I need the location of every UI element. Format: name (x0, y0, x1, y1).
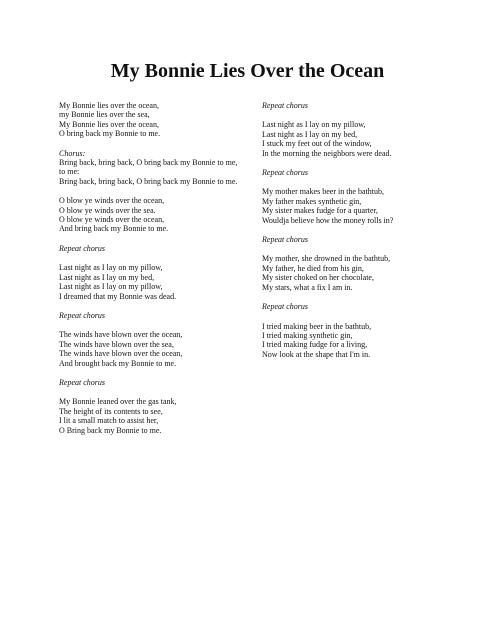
lyric-line: Last night as I lay on my pillow, (59, 282, 163, 292)
lyric-line: And bring back my Bonnie to me. (59, 224, 169, 234)
lyric-line: Now look at the shape that I'm in. (262, 349, 371, 359)
verse-6 (262, 120, 442, 158)
right-column (262, 101, 442, 369)
lyric-line: My Bonnie lies over the ocean, (59, 101, 159, 110)
lyric-line: The height of its contents to see, (59, 406, 163, 416)
lyric-line: My father makes synthetic gin, (262, 196, 362, 206)
lyric-line: O blow ye winds over the ocean, (59, 196, 165, 206)
lyric-line: My Bonnie lies over the ocean, (59, 119, 159, 129)
lyric-line: I tried making synthetic gin, (262, 330, 353, 340)
verse-2 (59, 196, 239, 234)
lyric-line: my Bonnie lies over the sea, (59, 110, 150, 120)
lyric-line: O blow ye winds over the ocean, (59, 215, 165, 225)
lyric-line: The winds have blown over the sea, (59, 339, 174, 349)
verse-4 (59, 330, 239, 368)
lyric-line: My sister makes fudge for a quarter, (262, 206, 378, 216)
repeat-chorus-note: Repeat chorus (262, 101, 308, 110)
verse-1 (59, 101, 239, 139)
lyric-line: My mother, she drowned in the bathtub, (262, 254, 391, 264)
lyric-line: I stuck my feet out of the window, (262, 139, 372, 149)
lyric-line: Last night as I lay on my pillow, (59, 263, 163, 273)
verse-7 (262, 187, 442, 225)
lyric-line: I tried making fudge for a living, (262, 340, 368, 350)
lyric-line: Last night as I lay on my pillow, (262, 120, 366, 130)
left-column (59, 101, 239, 445)
chorus-label: Chorus: (59, 148, 86, 158)
lyric-line: O blow ye winds over the sea. (59, 205, 156, 215)
lyric-line: My Bonnie leaned over the gas tank, (59, 397, 177, 407)
repeat-chorus-note: Repeat chorus (262, 168, 308, 178)
lyric-line: O Bring back my Bonnie to me. (59, 425, 162, 435)
lyric-line: My sister choked on her chocolate, (262, 273, 374, 283)
lyric-line: And brought back my Bonnie to me. (59, 358, 177, 368)
verse-5 (59, 397, 239, 435)
lyric-line: I dreamed that my Bonnie was dead. (59, 291, 177, 301)
lyric-line: O bring back my Bonnie to me. (59, 129, 161, 139)
lyric-line: Last night as I lay on my bed, (59, 272, 155, 282)
lyric-line: My stars, what a fix I am in. (262, 282, 353, 292)
lyric-line: The winds have blown over the ocean, (59, 330, 183, 340)
lyric-line: The winds have blown over the ocean, (59, 349, 183, 359)
lyric-line: I lit a small match to assist her, (59, 416, 159, 426)
repeat-chorus-note: Repeat chorus (59, 377, 105, 387)
lyric-line: Wouldja believe how the money rolls in? (262, 215, 394, 225)
lyric-line: Bring back, bring back, O bring back my Bonnie to me. (59, 176, 238, 186)
lyric-line: Last night as I lay on my bed, (262, 129, 358, 139)
lyric-line: Bring back, bring back, O bring back my Bonnie to me, to me: (59, 158, 238, 177)
lyric-line: In the morning the neighbors were dead. (262, 148, 392, 158)
repeat-chorus-note: Repeat chorus (262, 235, 308, 245)
verse-9 (262, 322, 442, 360)
repeat-chorus-note: Repeat chorus (59, 243, 105, 253)
chorus (59, 149, 239, 187)
song-title: My Bonnie Lies Over the Ocean (110, 60, 385, 82)
verse-8 (262, 254, 442, 292)
verse-3 (59, 263, 239, 301)
repeat-chorus-note: Repeat chorus (262, 302, 308, 312)
lyric-line: My mother makes beer in the bathtub, (262, 187, 384, 197)
lyric-line: I tried making beer in the bathtub, (262, 321, 372, 331)
repeat-chorus-note: Repeat chorus (59, 310, 105, 320)
lyric-line: My father, he died from his gin, (262, 263, 364, 273)
